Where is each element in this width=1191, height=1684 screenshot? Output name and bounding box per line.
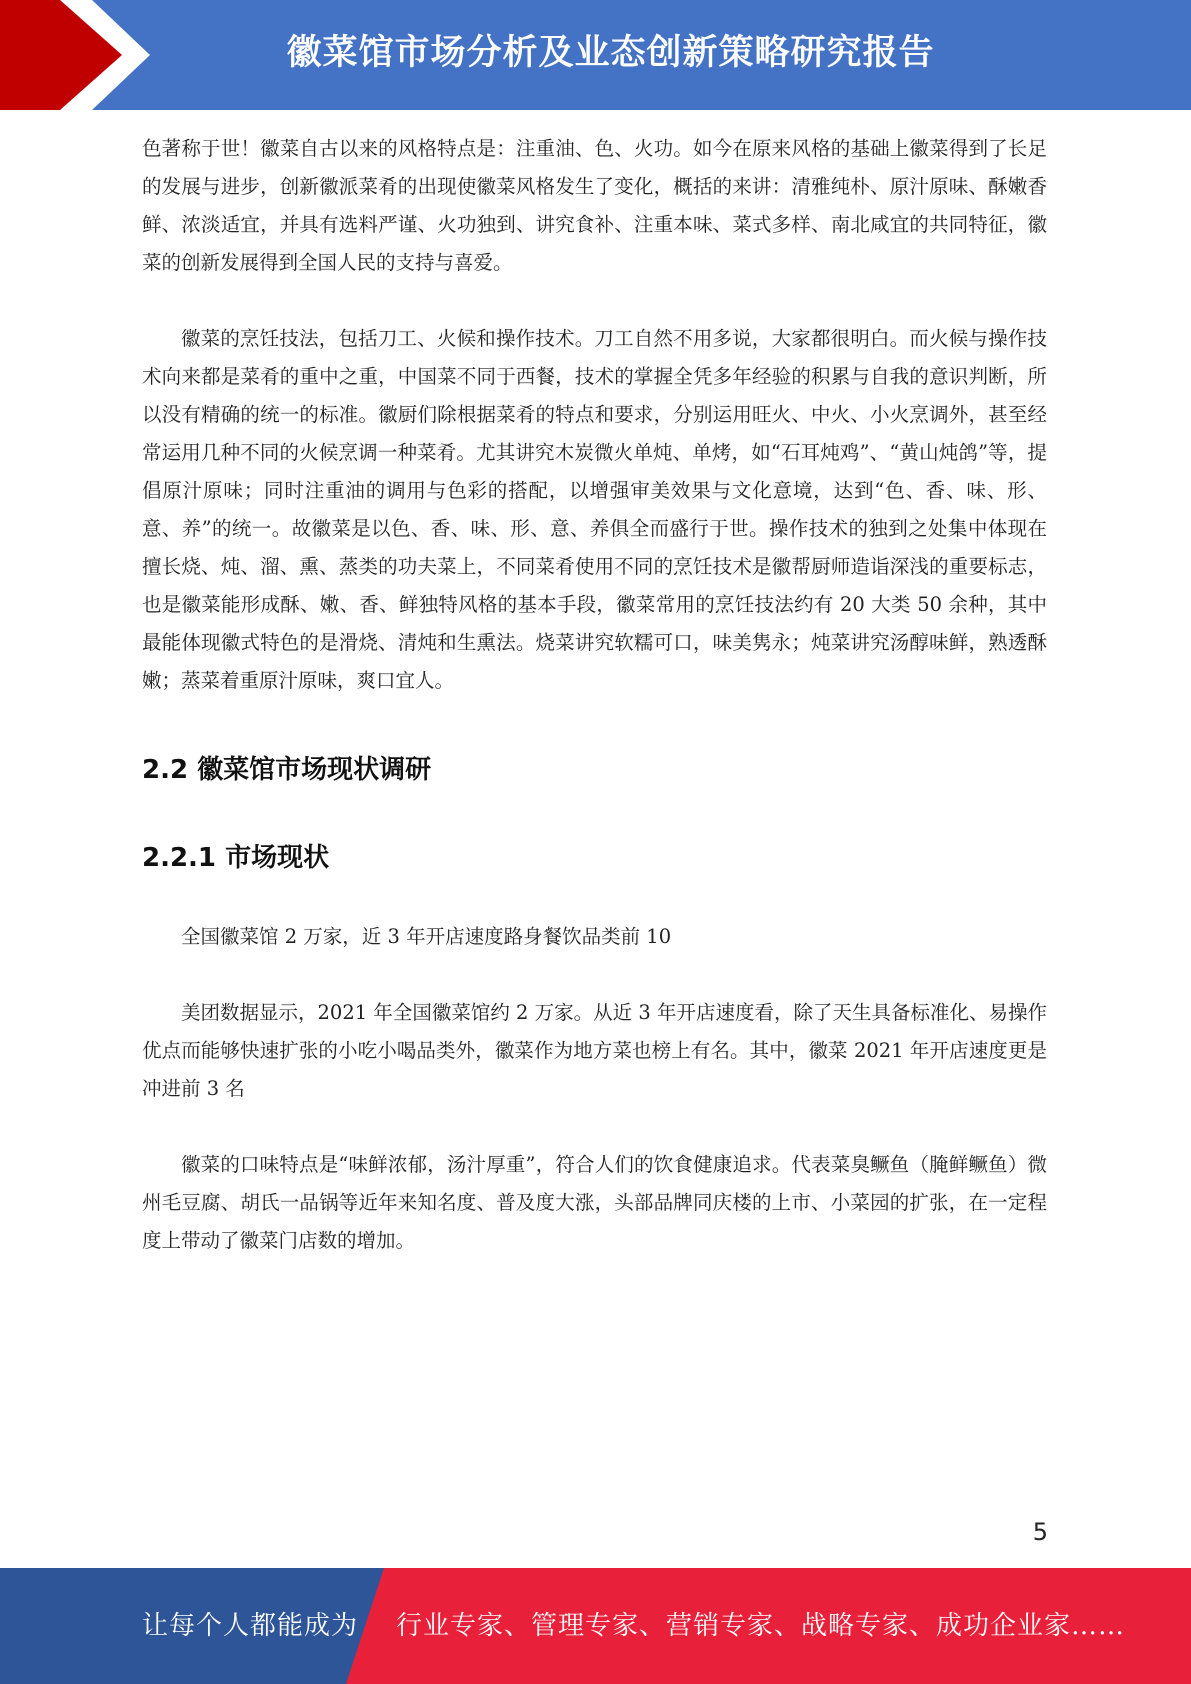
subsection-heading: 2.2.1 市场现状 xyxy=(142,843,330,873)
body-paragraph: 全国徽菜馆 2 万家，近 3 年开店速度路身餐饮品类前 10 xyxy=(181,925,672,948)
body-paragraph: 徽菜的烹饪技法，包括刀工、火候和操作技术。刀工自然不用多说，大家都很明白。而火候与操作技术向来都是菜肴的重中之重，中国菜不同于西餐，技术的掌握全凭多年经验的积累与自我的意识判断，所以没有精确的统一的标准。徽厨们除根据菜肴的特点和要求，分别运用旺火、中火、小火烹调外，甚至经常运用几种不同的火候烹调一种菜肴。尤其讲究木炭微火单炖、单烤，如“石耳炖鸡”、“黄山炖鸽”等，提倡原汁原味；同时注重油的调用与色彩的搭配，以增强审美效果与文化意境，达到“色、香、味、形、意、养”的统一。故徽菜是以色、香、味、形、意、养俱全而盛行于世。操作技术的独到之处集中体现在擅长烧、炖、溜、熏、蒸类的功夫菜上，不同菜肴使用不同的烹饪技术是徽帮厨师造诣深浅的重要标志，也是徽菜能形成酥、嫩、香、鲜独特风格的基本手段，徽菜常用的烹饪技法约有 20 大类 50 余种，其中最能体现徽式特色的是滑烧、清炖和生熏法。烧菜讲究软糯可口，味美隽永；炖菜讲究汤醇味鲜，熟透酥嫩；蒸菜着重原汁原味，爽口宜人。 xyxy=(142,327,1047,692)
paragraph-spacer xyxy=(142,282,1047,320)
section-spacer xyxy=(142,790,1047,838)
header-arrow-decoration xyxy=(0,0,150,110)
page-content xyxy=(142,130,1047,1260)
paragraph-spacer xyxy=(142,956,1047,994)
footer-slogan-left: 让每个人都能成为 xyxy=(142,1611,359,1641)
page-header xyxy=(0,0,1191,110)
header-title: 徽菜馆市场分析及业态创新策略研究报告 xyxy=(286,33,935,73)
section-spacer xyxy=(142,700,1047,750)
page-footer xyxy=(0,1568,1191,1684)
paragraph-spacer xyxy=(142,1108,1047,1146)
body-paragraph: 色著称于世！徽菜自古以来的风格特点是：注重油、色、火功。如今在原来风格的基础上徽菜得到了长足的发展与进步，创新徽派菜肴的出现使徽菜风格发生了变化，概括的来讲：清雅纯朴、原汁原味、酥嫩香鲜、浓淡适宜，并具有选料严谨、火功独到、讲究食补、注重本味、菜式多样、南北咸宜的共同特征，徽菜的创新发展得到全国人民的支持与喜爱。 xyxy=(142,137,1047,274)
body-paragraph: 美团数据显示，2021 年全国徽菜馆约 2 万家。从近 3 年开店速度看，除了天生具备标准化、易操作优点而能够快速扩张的小吃小喝品类外，徽菜作为地方菜也榜上有名。其中，徽菜 2021 年开店速度更是冲进前 3 名 xyxy=(142,1001,1047,1100)
page-number: 5 xyxy=(1032,1518,1048,1546)
body-paragraph: 徽菜的口味特点是“味鲜浓郁，汤汁厚重”，符合人们的饮食健康追求。代表菜臭鳜鱼（腌鲜鳜鱼）微州毛豆腐、胡氏一品锅等近年来知名度、普及度大涨，头部品牌同庆楼的上市、小菜园的扩张，在一定程度上带动了徽菜门店数的增加。 xyxy=(142,1153,1047,1252)
section-heading: 2.2 徽菜馆市场现状调研 xyxy=(142,755,432,785)
footer-slogan-right: 行业专家、管理专家、营销专家、战略专家、成功企业家…… xyxy=(396,1611,1126,1641)
section-spacer xyxy=(142,878,1047,918)
